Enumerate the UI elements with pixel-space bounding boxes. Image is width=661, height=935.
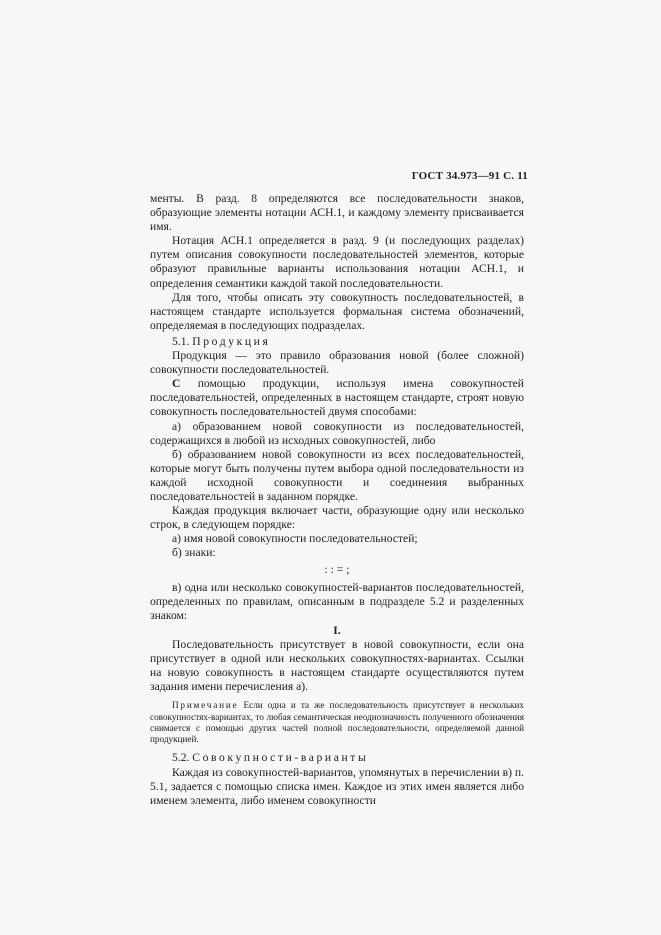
- paragraph: Каждая продукция включает части, образующие одну или несколько строк, в следующем порядке:: [150, 504, 524, 532]
- list-item: а) имя новой совокупности последовательностей;: [172, 532, 418, 546]
- section-number: 5.1.: [172, 334, 190, 348]
- page-header: ГОСТ 34.973—91 С. 11: [411, 170, 528, 182]
- section-heading-5-2: [150, 751, 524, 765]
- separator-symbol: I.: [333, 623, 341, 637]
- paragraph: Каждая из совокупностей-вариантов, упомянутых в перечислении в) п. 5.1, задается с помощью списка имен. Каждое из этих имен является либо именем элемента, либо именем совокупности: [150, 765, 524, 807]
- list-item: б) образованием новой совокупности из всех последовательностей, которые могут быть получены путем выбора одной последовательности из каждой исходной совокупности и соединения выбранных последовательностей в заданном порядке.: [150, 447, 524, 503]
- list-item: б) знаки:: [172, 546, 216, 560]
- list-item: в) одна или несколько совокупностей-вариантов последовательностей, определенных по правилам, описанным в подразделе 5.2 и разделенных знаком:: [150, 580, 524, 622]
- section-number: 5.2.: [172, 751, 190, 765]
- note: [150, 700, 524, 745]
- paragraph: Продукция — это правило образования новой (более сложной) совокупности последовательностей.: [150, 349, 524, 377]
- drop-letter: С: [172, 377, 181, 391]
- paragraph: Нотация АСН.1 определяется в разд. 9 (и последующих разделах) путем описания совокупности последовательностей элементов, которые образуют правильные варианты использования нотации АСН.1, и определения семантики каждой такой последовательности.: [150, 234, 524, 290]
- section-title: Продукция: [192, 334, 271, 348]
- document-body: [150, 192, 524, 808]
- section-title: Совокупности-варианты: [192, 751, 369, 765]
- note-text: Если одна и та же последовательность присутствует в нескольких совокупностях-вариантах, то любая семантическая неоднозначность полученного обозначения снимается с помощью других частей полной последовательности, определяемой данной продукцией.: [150, 700, 524, 745]
- paragraph: Для того, чтобы описать эту совокупность последовательностей, в настоящем стандарте используется формальная система обозначений, определяемая в последующих подразделах.: [150, 290, 524, 332]
- section-heading-5-1: [150, 335, 524, 349]
- note-label: Примечание: [172, 700, 239, 711]
- list-item: а) образованием новой совокупности из последовательностей, содержащихся в любой из исходных совокупностей, либо: [150, 419, 524, 447]
- paragraph-text: помощью продукции, используя имена совокупностей последовательностей, определенных в настоящем стандарте, строят новую совокупность последовательностей двумя способами:: [150, 377, 524, 419]
- paragraph: [150, 377, 524, 419]
- paragraph: менты. В разд. 8 определяются все последовательности знаков, образующие элементы нотации АСН.1, и каждому элементу присваивается имя.: [150, 192, 524, 234]
- paragraph: Последовательность присутствует в новой совокупности, если она присутствует в одной или нескольких совокупностях-вариантах. Ссылки на новую совокупность в настоящем стандарте осуществляются путем задания имени перечисления а).: [150, 637, 524, 694]
- production-symbols: : : = ;: [324, 563, 350, 577]
